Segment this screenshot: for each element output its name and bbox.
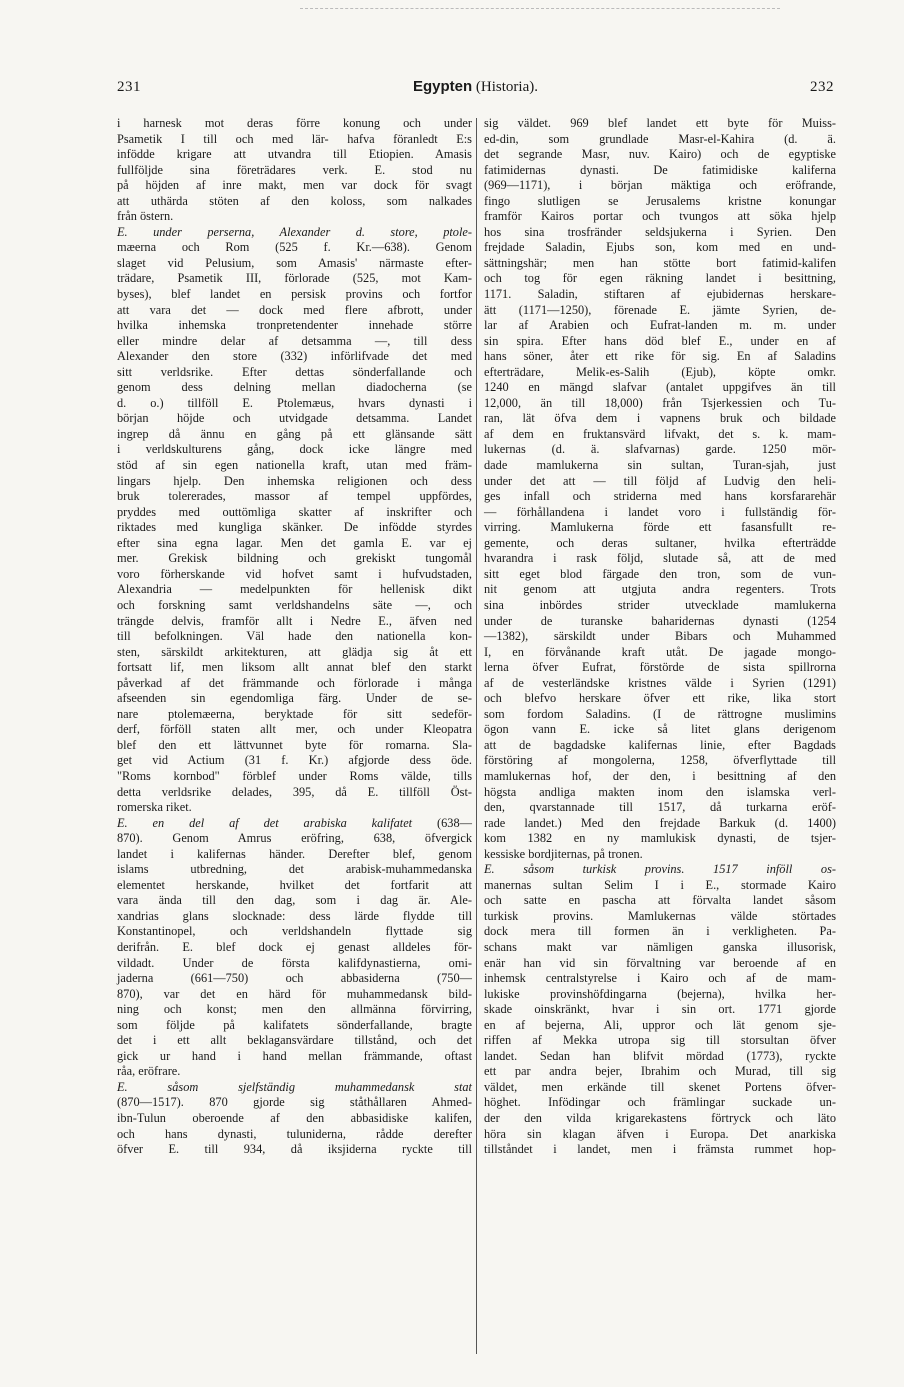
text-line: och satte en pascha att förvalta landet såsom [484,893,836,908]
text-line: mæerna och Rom (525 f. Kr.—638). Genom [117,240,472,255]
text-line: Alexander den store (332) införlifvade det med [117,349,472,364]
text-line: fortsatt lif, men liksom allt annat blef den starkt [117,660,472,675]
text-line: I, en förvånande kraft utåt. De jagade mongo- [484,644,836,659]
text-line: som fordom Saladins. (I de rättrogne muslimins [484,706,836,721]
text-line: af dem en fruktansvärd lifvakt, det s. k. mam- [484,426,836,441]
text-line: dade mamlukerna sin sultan, Turan-sjah, just [484,458,836,473]
text-line: hvilka inhemska tronpretendenter innehade större [117,318,472,333]
text-line: höghet. Infödingar och främlingar suckade un- [484,1095,836,1110]
text-line: jaderna (661—750) och abbasiderna (750— [117,971,472,986]
text-line: xandrias glans slocknade: dess lärde flydde till [117,908,472,923]
text-line: ingrep då ännu en gång på ett glänsande sätt [117,426,472,441]
text-line: kessiske bordjiternas, på tronen. [484,846,643,861]
header-title-main: Egypten [412,78,473,95]
text-line: —1382), särskildt under Bibars och Muhammed [484,629,836,644]
text-line: — förhållandena i landet voro i fullständig för- [484,504,836,519]
text-line: och hans dynasti, tuluniderna, rådde derefter [117,1126,472,1141]
text-line: ögon vann E. icke så litet glans derigenom [484,722,836,737]
text-line: schans makt var nämligen ganska illusorisk, [484,939,836,954]
text-line: genom dess delning mellan diadocherna (se [117,380,472,395]
text-line: det segrande Masr, nuv. Kairo) och de egyptiske [484,147,836,162]
text-line: frejdade Saladin, Ejubs son, kom med en und- [484,240,836,255]
text-line: och blefvo herskare öfver ett rike, lika stort [484,691,836,706]
text-line: på höjden af inre makt, men var dock för svagt [117,178,472,193]
text-line: "Roms kornbod" förblef under Roms välde, tills [117,768,472,783]
text-line: som följde på kalifatets sönderfallande, bragte [117,1017,472,1032]
text-line: virring. Mamlukerna förde ett fasansfullt re- [484,520,836,535]
text-line: gick ur hand i hand mellan främmande, oftast [117,1048,472,1063]
text-line: sin spira. Efter hans död blef E., under en af [484,333,836,348]
text-line: att uthärda stöten af den koloss, som nalkades [117,193,472,208]
text-line: en af bejerna, Ali, uppror och lät genom sje- [484,1017,836,1032]
header-title-sub: (Historia). [475,79,538,95]
text-line: Alexandria — medelpunkten för hellenisk dikt [117,582,472,597]
text-line: trädare, Psametik III, förlorade (525, mot Kam- [117,271,472,286]
page-number-left: 231 [117,79,141,95]
text-line: elementet herskande, hvilket det fortfarit att [117,877,472,892]
text-line: riffen af Mekka utropa sig till storsultan öfver [484,1033,836,1048]
text-line: 870), var det en härd för muhammedansk bild- [117,986,472,1001]
text-line: der den vilda krigarekastens förtryck och läto [484,1111,836,1125]
text-line: af de vesterländske kristnes välde i Syrien (1291) [484,675,836,690]
right-column [484,116,836,1158]
text-line: framför Kairos portar och tvungos att söka hjelp [484,209,836,224]
text-line: 1171. Saladin, stiftaren af ejubidernas herskare- [484,287,836,302]
column-divider [476,118,477,1354]
text-line: nare ptolemæerna, beryktade för sitt sedeför- [117,706,472,721]
text-line: derf, förföll staten allt mer, och under Kleopatra [117,722,472,737]
text-line: i harnesk mot deras förre konung och under [117,116,472,130]
text-line: (870—1517). 870 gjorde sig ståthållaren Ahmed- [117,1095,472,1110]
text-line: hans söner, åter ett rike för sig. En af Saladins [484,349,836,364]
text-line: lukiske provinshöfdingarna (bejerna), hvilka her- [484,986,836,1001]
text-line: E. såsom sjelfständig muhammedansk stat [117,1079,472,1094]
text-line: öfver E. till 934, då iksjiderna ryckte till [117,1142,472,1157]
text-line: stöd af sin egen nationella kraft, utan med främ- [117,458,472,473]
text-line: lerna öfver Eufrat, förstörde de sista spillrorna [484,660,836,675]
text-line: eller mindre delar af detsamma —, till dess [117,333,472,348]
text-line: under det att — till följd af Ludvig den heli- [484,473,836,488]
left-column [117,116,472,1158]
text-line: 12,000, än till 18,000) från Tsjerkessien och Tu- [484,395,836,410]
text-line: fingo slutligen se Jerusalems kristne konungar [484,193,836,208]
text-line: mer. Grekisk bildning och grekiskt tungomål [117,551,472,566]
text-line: sig väldet. 969 blef landet ett byte för Muiss- [484,116,836,130]
text-line: råa, eröfrare. [117,1064,181,1079]
text-line: derifrån. E. blef dock ej genast alldeles för- [117,939,472,954]
header-title [413,78,538,96]
text-line: den, qvarstannade till 1517, då turkarna eröf- [484,800,836,815]
text-line: fatimidernas dynasti. De fatimidiske kaliferna [484,162,836,177]
text-line: vildadt. Under de första kalifdynastierna, omi- [117,955,472,970]
text-line: islams utbredning, det arabisk-muhammedanska [117,862,472,877]
text-line: E. såsom turkisk provins. 1517 inföll os- [484,862,836,877]
text-line: hos sina trosfränder seldsjukerna i Syrien. Den [484,224,836,239]
text-line: blef den ett lättvunnet byte för romarna. Sla- [117,737,472,752]
text-line: mamlukernas hof, der den, i besittning af den [484,768,836,783]
text-line: sättningshär; men han stötte bort fatimid-kalifen [484,255,836,270]
text-line: Konstantinopel, och verldshandeln flyttade sig [117,924,472,939]
text-line: byses), blef landet en persisk provins och fortfor [117,287,472,302]
text-line: vara ända till den dag, som i dag är. Ale- [117,893,472,908]
text-line: högsta andliga makten inom den islamska verl- [484,784,836,799]
text-line: pryddes med outtömliga skatter af inskrifter och [117,504,472,519]
text-line: gemente, och deras sultaner, hvilka efterträdde [484,535,836,550]
text-line: lukernas (d. ä. slafvarnas) garde. 1250 mör- [484,442,836,457]
text-line: romerska riket. [117,800,192,815]
text-line: sina inbördes strider utvecklade mamlukerna [484,597,836,612]
text-line: E. under perserna, Alexander d. store, ptole- [117,224,472,239]
page-edge-line [300,8,780,10]
text-line: d. o.) tillföll E. Ptolemæus, hvars dynasti i [117,395,472,410]
text-line: lar af Arabien och Eufrat-landen m. m. under [484,318,836,333]
text-line: slaget vid Pelusium, som Amasis' närmaste efter- [117,255,472,270]
text-line: att vara det — dock med flere afbrott, under [117,302,472,317]
text-line: landet i kalifernas händer. Derefter blef, genom [117,846,472,861]
text-line: lingars hjelp. Den inhemska religionen och dess [117,473,472,488]
text-line: Psametik I till och med lär- hafva föranledt E:s [117,131,472,146]
text-line: bruk tolererades, massor af tempel uppfördes, [117,489,472,504]
text-line: voro förherskande vid hofvet samt i hufvudstaden, [117,566,472,581]
text-line: från östern. [117,209,174,224]
text-line: rade landet.) Med den frejdade Barkuk (d. 1400) [484,815,836,830]
text-line: enär han vid sin förvaltning var beroende af en [484,955,836,970]
text-line: hvarandra i rask följd, slutade så, att de med [484,551,836,566]
text-line: 870). Genom Amrus eröfring, 638, öfvergick [117,831,472,846]
text-line: manernas sultan Selim I i E., stormade Kairo [484,877,836,892]
text-line: till befolkningen. Väl hade den nationella kon- [117,629,472,644]
text-line: dock mera till formen än i verkligheten. Pa- [484,924,836,939]
text-line: kom 1382 en ny mamlukisk dynasti, de tsjer- [484,831,836,846]
text-line: sitt eget blod färgade den tron, som de vun- [484,566,836,581]
text-line: och forskning samt verldshandelns säte —, och [117,597,472,612]
text-line: ibn-Tulun oberoende af den abbasidiske kalifen, [117,1111,472,1125]
text-line: väldet, men erkände till skenet Portens öfver- [484,1079,836,1094]
text-line: ran, lät öfva dem i vapnens bruk och bildade [484,411,836,426]
text-line: att de bagdadske kalifernas linie, efter Bagdads [484,737,836,752]
text-line: E. en del af det arabiska kalifatet (638— [117,815,472,830]
text-line: efter sina egna lagar. Men det gamla E. var ej [117,535,472,550]
text-line: afseenden sin egendomliga färg. Under de se- [117,691,472,706]
text-line: ning och konst; men den allmänna förvirring, [117,1002,472,1017]
text-line: detta verldsrike delades, 395, då E. tillföll Öst- [117,784,472,799]
text-line: fullföljde sina företrädares verk. E. stod nu [117,162,472,177]
text-line: riktades med kungliga skänker. De infödde styrdes [117,520,472,535]
text-line: ed-din, som grundlade Masr-el-Kahira (d. ä. [484,131,836,146]
text-line: (969—1171), i början mäktiga och eröfrande, [484,178,836,193]
text-line: ett par andra bejer, Ibrahim och Murad, till sig [484,1064,836,1079]
text-line: ätt (1171—1250), förenade E. jämte Syrien, de- [484,302,836,317]
text-line: under de turanske baharidernas dynasti (1254 [484,613,836,628]
text-line: förstöring af mongolerna, 1258, öfverflyttade till [484,753,836,768]
running-header [117,78,834,104]
text-line: efterträdare, Melik-es-Salih (Ejub), köpte omkr. [484,364,836,379]
text-line: trängde delvis, framför allt i Nedre E., äfven ned [117,613,472,628]
text-line: tillståndet i landet, men i främsta rummet hop- [484,1142,836,1157]
text-line: infödde krigare att utvandra till Etiopien. Amasis [117,147,472,162]
text-line: get vid Actium (31 f. Kr.) afgjorde dess öde. [117,753,472,768]
text-line: turkisk provins. Mamlukernas välde störtades [484,908,836,923]
text-line: det i ett allt beklagansvärdare tillstånd, och det [117,1033,472,1048]
text-line: och tog för egen räkning landet i besittning, [484,271,836,286]
text-line: höra sin klagan äfven i Europa. Det anarkiska [484,1126,836,1141]
text-line: inhemsk centralstyrelse i Kairo och af de mam- [484,971,836,986]
text-line: ges infall och striderna med hans korsfararehär [484,489,836,504]
text-line: början höjde och utvidgade detsamma. Landet [117,411,472,426]
text-line: sitt verldsrike. Efter dettas sönderfallande och [117,364,472,379]
text-line: i verldskulturens gång, dock icke längre med [117,442,472,457]
text-line: 1240 en mängd slafvar (antalet uppgifves än till [484,380,836,395]
page-number-right: 232 [809,79,834,95]
text-line: sten, särskildt arkitekturen, att glädja sig åt ett [117,644,472,659]
text-line: landet. Sedan han blifvit mördad (1773), ryckte [484,1048,836,1063]
text-line: påverkad af det främmande och förlorade i många [117,675,472,690]
text-line: skade oinskränkt, hvar i sin ort. 1771 gjorde [484,1002,836,1017]
text-line: nit genom att utgjuta andra regenters. Trots [484,582,836,597]
